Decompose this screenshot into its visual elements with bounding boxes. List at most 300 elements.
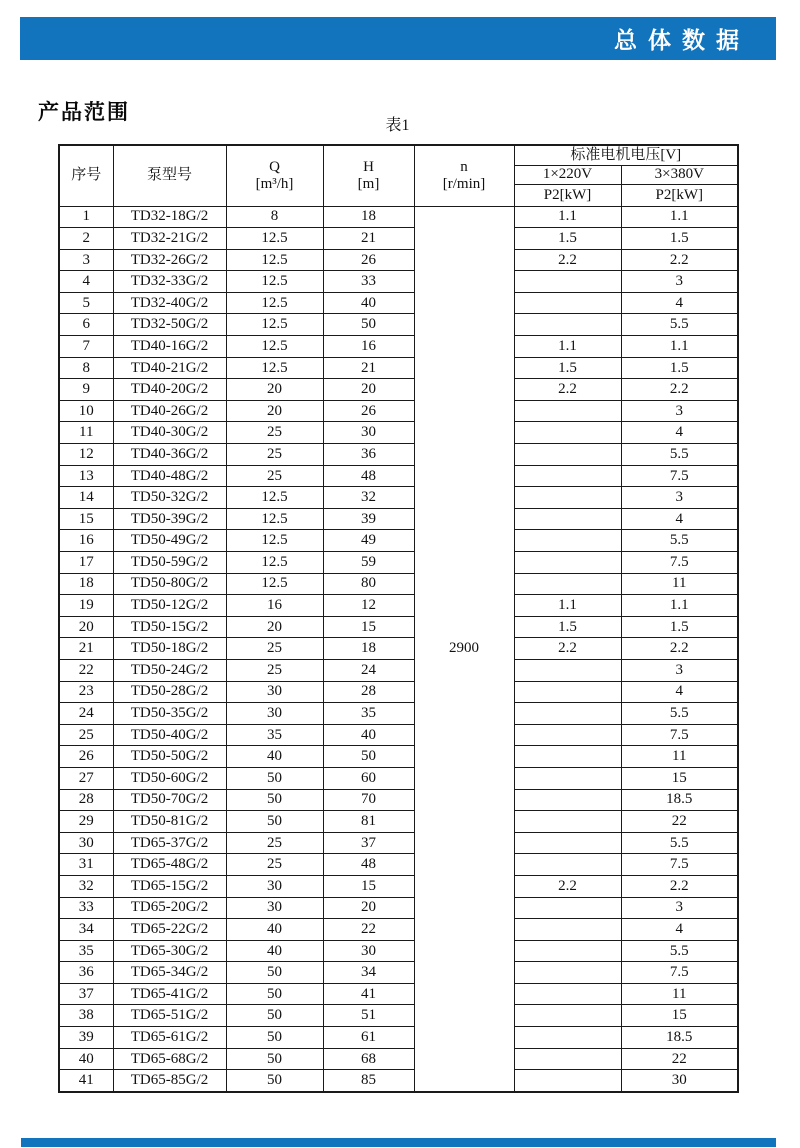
- cell-model: TD50-50G/2: [113, 746, 226, 768]
- cell-h: 15: [323, 616, 414, 638]
- cell-p2-380: 5.5: [621, 832, 738, 854]
- cell-q: 12.5: [226, 249, 323, 271]
- table-row: [59, 465, 738, 487]
- table-row: [59, 746, 738, 768]
- cell-no: 4: [59, 271, 113, 293]
- cell-h: 68: [323, 1048, 414, 1070]
- cell-p2-380: 3: [621, 400, 738, 422]
- header-cell-380v: 3×380V: [621, 165, 738, 184]
- table-row: [59, 832, 738, 854]
- cell-h: 26: [323, 249, 414, 271]
- cell-no: 9: [59, 379, 113, 401]
- cell-h: 40: [323, 292, 414, 314]
- cell-no: 33: [59, 897, 113, 919]
- cell-p2-220: [514, 271, 621, 293]
- cell-p2-220: [514, 508, 621, 530]
- cell-p2-220: [514, 703, 621, 725]
- cell-model: TD40-48G/2: [113, 465, 226, 487]
- cell-n-merged: 2900: [414, 206, 514, 1092]
- cell-no: 15: [59, 508, 113, 530]
- header-h-symbol: H: [363, 158, 374, 175]
- cell-model: TD50-49G/2: [113, 530, 226, 552]
- header-cell-no: 序号: [59, 145, 113, 206]
- cell-no: 30: [59, 832, 113, 854]
- cell-q: 50: [226, 962, 323, 984]
- cell-h: 41: [323, 983, 414, 1005]
- cell-h: 26: [323, 400, 414, 422]
- table-row: [59, 487, 738, 509]
- cell-p2-220: [514, 314, 621, 336]
- table-row: [59, 249, 738, 271]
- cell-p2-220: [514, 1048, 621, 1070]
- cell-no: 20: [59, 616, 113, 638]
- cell-p2-220: [514, 724, 621, 746]
- cell-q: 50: [226, 1048, 323, 1070]
- cell-p2-220: [514, 940, 621, 962]
- cell-p2-220: 1.1: [514, 595, 621, 617]
- cell-p2-380: 2.2: [621, 379, 738, 401]
- table-row: [59, 595, 738, 617]
- cell-model: TD50-81G/2: [113, 811, 226, 833]
- cell-model: TD50-80G/2: [113, 573, 226, 595]
- cell-no: 6: [59, 314, 113, 336]
- cell-p2-220: [514, 1070, 621, 1092]
- cell-p2-220: [514, 962, 621, 984]
- cell-no: 11: [59, 422, 113, 444]
- cell-model: TD65-34G/2: [113, 962, 226, 984]
- header-cell-p2-220: P2[kW]: [514, 184, 621, 206]
- cell-q: 25: [226, 638, 323, 660]
- cell-model: TD32-18G/2: [113, 206, 226, 228]
- cell-model: TD65-15G/2: [113, 875, 226, 897]
- cell-h: 37: [323, 832, 414, 854]
- cell-model: TD50-32G/2: [113, 487, 226, 509]
- header-h-unit: [m]: [357, 175, 380, 192]
- cell-p2-380: 11: [621, 573, 738, 595]
- cell-no: 29: [59, 811, 113, 833]
- cell-q: 12.5: [226, 228, 323, 250]
- cell-model: TD32-33G/2: [113, 271, 226, 293]
- table-row: [59, 811, 738, 833]
- cell-h: 85: [323, 1070, 414, 1092]
- cell-no: 37: [59, 983, 113, 1005]
- cell-q: 20: [226, 379, 323, 401]
- cell-p2-220: 1.1: [514, 206, 621, 228]
- cell-p2-220: [514, 832, 621, 854]
- cell-h: 12: [323, 595, 414, 617]
- cell-p2-380: 15: [621, 767, 738, 789]
- cell-model: TD50-59G/2: [113, 552, 226, 574]
- cell-h: 59: [323, 552, 414, 574]
- table-row: [59, 897, 738, 919]
- cell-q: 25: [226, 422, 323, 444]
- cell-p2-380: 7.5: [621, 854, 738, 876]
- table-row: [59, 875, 738, 897]
- table-row: [59, 508, 738, 530]
- cell-no: 31: [59, 854, 113, 876]
- cell-p2-380: 15: [621, 1005, 738, 1027]
- cell-h: 32: [323, 487, 414, 509]
- cell-h: 30: [323, 422, 414, 444]
- cell-q: 25: [226, 659, 323, 681]
- cell-q: 30: [226, 703, 323, 725]
- cell-p2-380: 4: [621, 508, 738, 530]
- cell-p2-220: [514, 789, 621, 811]
- table-row: [59, 1005, 738, 1027]
- table-row: [59, 228, 738, 250]
- cell-no: 24: [59, 703, 113, 725]
- table-row: [59, 292, 738, 314]
- cell-q: 12.5: [226, 292, 323, 314]
- cell-model: TD65-51G/2: [113, 1005, 226, 1027]
- cell-model: TD40-26G/2: [113, 400, 226, 422]
- cell-q: 12.5: [226, 336, 323, 358]
- cell-h: 20: [323, 897, 414, 919]
- cell-h: 21: [323, 228, 414, 250]
- cell-model: TD40-30G/2: [113, 422, 226, 444]
- cell-no: 23: [59, 681, 113, 703]
- cell-p2-380: 1.1: [621, 336, 738, 358]
- table-row: [59, 983, 738, 1005]
- cell-h: 49: [323, 530, 414, 552]
- cell-q: 25: [226, 832, 323, 854]
- cell-model: TD40-36G/2: [113, 444, 226, 466]
- cell-p2-380: 7.5: [621, 465, 738, 487]
- cell-model: TD65-61G/2: [113, 1027, 226, 1049]
- cell-no: 27: [59, 767, 113, 789]
- cell-model: TD50-18G/2: [113, 638, 226, 660]
- cell-model: TD50-15G/2: [113, 616, 226, 638]
- table-row: [59, 638, 738, 660]
- cell-p2-220: [514, 897, 621, 919]
- cell-p2-220: 2.2: [514, 875, 621, 897]
- table-row: [59, 919, 738, 941]
- cell-p2-380: 7.5: [621, 962, 738, 984]
- cell-model: TD32-21G/2: [113, 228, 226, 250]
- cell-h: 70: [323, 789, 414, 811]
- cell-p2-380: 5.5: [621, 314, 738, 336]
- cell-q: 20: [226, 616, 323, 638]
- header-cell-voltage-group: 标准电机电压[V]: [514, 145, 738, 165]
- cell-model: TD40-20G/2: [113, 379, 226, 401]
- cell-q: 50: [226, 983, 323, 1005]
- table-row: [59, 1070, 738, 1092]
- cell-model: TD50-24G/2: [113, 659, 226, 681]
- product-range-table: [58, 144, 739, 1093]
- cell-model: TD32-40G/2: [113, 292, 226, 314]
- cell-p2-220: [514, 487, 621, 509]
- cell-p2-220: [514, 552, 621, 574]
- cell-h: 40: [323, 724, 414, 746]
- cell-h: 22: [323, 919, 414, 941]
- table-row: [59, 854, 738, 876]
- cell-q: 50: [226, 789, 323, 811]
- cell-q: 50: [226, 1005, 323, 1027]
- cell-no: 35: [59, 940, 113, 962]
- cell-p2-380: 22: [621, 811, 738, 833]
- cell-no: 28: [59, 789, 113, 811]
- cell-model: TD65-22G/2: [113, 919, 226, 941]
- cell-h: 15: [323, 875, 414, 897]
- cell-p2-380: 5.5: [621, 703, 738, 725]
- cell-p2-220: [514, 767, 621, 789]
- cell-no: 5: [59, 292, 113, 314]
- cell-no: 17: [59, 552, 113, 574]
- cell-h: 60: [323, 767, 414, 789]
- cell-model: TD40-16G/2: [113, 336, 226, 358]
- cell-model: TD50-70G/2: [113, 789, 226, 811]
- cell-no: 19: [59, 595, 113, 617]
- cell-h: 18: [323, 638, 414, 660]
- cell-p2-380: 4: [621, 681, 738, 703]
- cell-no: 34: [59, 919, 113, 941]
- cell-h: 48: [323, 465, 414, 487]
- cell-p2-220: [514, 573, 621, 595]
- cell-p2-380: 11: [621, 983, 738, 1005]
- cell-p2-380: 5.5: [621, 444, 738, 466]
- cell-p2-380: 3: [621, 897, 738, 919]
- cell-h: 61: [323, 1027, 414, 1049]
- cell-no: 16: [59, 530, 113, 552]
- cell-p2-380: 1.1: [621, 595, 738, 617]
- cell-p2-380: 4: [621, 292, 738, 314]
- cell-no: 32: [59, 875, 113, 897]
- cell-no: 13: [59, 465, 113, 487]
- table-row: [59, 767, 738, 789]
- cell-p2-380: 3: [621, 487, 738, 509]
- table-row: [59, 940, 738, 962]
- cell-p2-380: 3: [621, 271, 738, 293]
- cell-p2-220: 1.5: [514, 228, 621, 250]
- cell-h: 50: [323, 746, 414, 768]
- cell-p2-380: 7.5: [621, 724, 738, 746]
- cell-p2-220: [514, 465, 621, 487]
- footer-bar: [21, 1138, 776, 1147]
- cell-h: 28: [323, 681, 414, 703]
- table-row: [59, 530, 738, 552]
- cell-p2-380: 4: [621, 422, 738, 444]
- cell-p2-380: 11: [621, 746, 738, 768]
- table-row: [59, 962, 738, 984]
- cell-p2-220: [514, 919, 621, 941]
- cell-p2-220: 1.5: [514, 357, 621, 379]
- cell-p2-220: [514, 659, 621, 681]
- header-q-unit: [m³/h]: [255, 175, 294, 192]
- cell-model: TD50-39G/2: [113, 508, 226, 530]
- cell-h: 51: [323, 1005, 414, 1027]
- cell-q: 25: [226, 465, 323, 487]
- cell-p2-220: 2.2: [514, 638, 621, 660]
- cell-no: 12: [59, 444, 113, 466]
- cell-model: TD50-40G/2: [113, 724, 226, 746]
- cell-model: TD32-26G/2: [113, 249, 226, 271]
- cell-p2-220: [514, 1005, 621, 1027]
- cell-p2-380: 1.1: [621, 206, 738, 228]
- cell-no: 39: [59, 1027, 113, 1049]
- header-cell-n: [414, 145, 514, 206]
- header-row-1: [59, 145, 738, 165]
- cell-h: 21: [323, 357, 414, 379]
- section-title: 产品范围: [38, 101, 130, 124]
- header-cell-h: [323, 145, 414, 206]
- cell-p2-220: [514, 983, 621, 1005]
- cell-h: 36: [323, 444, 414, 466]
- cell-q: 25: [226, 854, 323, 876]
- table-row: [59, 336, 738, 358]
- cell-p2-220: [514, 681, 621, 703]
- table-row: [59, 681, 738, 703]
- cell-p2-220: [514, 811, 621, 833]
- cell-q: 8: [226, 206, 323, 228]
- cell-h: 20: [323, 379, 414, 401]
- cell-q: 12.5: [226, 487, 323, 509]
- cell-model: TD65-85G/2: [113, 1070, 226, 1092]
- header-cell-220v: 1×220V: [514, 165, 621, 184]
- cell-no: 1: [59, 206, 113, 228]
- header-banner: [20, 17, 776, 60]
- cell-q: 40: [226, 746, 323, 768]
- cell-no: 8: [59, 357, 113, 379]
- cell-no: 26: [59, 746, 113, 768]
- cell-model: TD50-28G/2: [113, 681, 226, 703]
- cell-p2-220: 1.1: [514, 336, 621, 358]
- cell-p2-380: 18.5: [621, 1027, 738, 1049]
- cell-q: 30: [226, 681, 323, 703]
- cell-model: TD50-60G/2: [113, 767, 226, 789]
- cell-p2-380: 2.2: [621, 875, 738, 897]
- cell-p2-380: 5.5: [621, 940, 738, 962]
- cell-no: 25: [59, 724, 113, 746]
- cell-q: 50: [226, 811, 323, 833]
- cell-h: 18: [323, 206, 414, 228]
- table-row: [59, 379, 738, 401]
- header-n-symbol: n: [460, 158, 468, 175]
- table-row: [59, 1027, 738, 1049]
- cell-h: 16: [323, 336, 414, 358]
- cell-q: 50: [226, 1070, 323, 1092]
- header-cell-q: [226, 145, 323, 206]
- cell-p2-380: 18.5: [621, 789, 738, 811]
- cell-no: 7: [59, 336, 113, 358]
- cell-q: 25: [226, 444, 323, 466]
- table-row: [59, 724, 738, 746]
- cell-q: 50: [226, 767, 323, 789]
- table-row: [59, 400, 738, 422]
- cell-no: 36: [59, 962, 113, 984]
- cell-p2-220: [514, 422, 621, 444]
- cell-q: 30: [226, 897, 323, 919]
- cell-q: 12.5: [226, 573, 323, 595]
- table-row: [59, 314, 738, 336]
- cell-no: 38: [59, 1005, 113, 1027]
- cell-q: 30: [226, 875, 323, 897]
- cell-no: 3: [59, 249, 113, 271]
- cell-q: 12.5: [226, 530, 323, 552]
- cell-model: TD65-68G/2: [113, 1048, 226, 1070]
- cell-p2-220: [514, 746, 621, 768]
- cell-h: 39: [323, 508, 414, 530]
- cell-q: 12.5: [226, 508, 323, 530]
- cell-h: 33: [323, 271, 414, 293]
- cell-q: 50: [226, 1027, 323, 1049]
- header-q-symbol: Q: [269, 158, 280, 175]
- cell-h: 50: [323, 314, 414, 336]
- cell-model: TD32-50G/2: [113, 314, 226, 336]
- cell-p2-380: 2.2: [621, 638, 738, 660]
- cell-q: 35: [226, 724, 323, 746]
- cell-p2-380: 1.5: [621, 616, 738, 638]
- table-row: [59, 1048, 738, 1070]
- table-body: [59, 206, 738, 1092]
- cell-p2-380: 1.5: [621, 228, 738, 250]
- cell-h: 30: [323, 940, 414, 962]
- table-row: [59, 357, 738, 379]
- header-cell-model: 泵型号: [113, 145, 226, 206]
- cell-h: 34: [323, 962, 414, 984]
- table-row: [59, 659, 738, 681]
- cell-p2-380: 7.5: [621, 552, 738, 574]
- cell-q: 40: [226, 940, 323, 962]
- table-caption: 表1: [385, 117, 410, 134]
- header-banner-title: 总体数据: [614, 27, 750, 53]
- cell-no: 21: [59, 638, 113, 660]
- table-row: [59, 789, 738, 811]
- cell-no: 41: [59, 1070, 113, 1092]
- cell-p2-380: 5.5: [621, 530, 738, 552]
- table-row: [59, 616, 738, 638]
- header-n-unit: [r/min]: [442, 175, 486, 192]
- cell-p2-380: 4: [621, 919, 738, 941]
- cell-p2-380: 2.2: [621, 249, 738, 271]
- cell-p2-380: 3: [621, 659, 738, 681]
- cell-no: 14: [59, 487, 113, 509]
- cell-model: TD65-30G/2: [113, 940, 226, 962]
- table-row: [59, 206, 738, 228]
- cell-no: 10: [59, 400, 113, 422]
- cell-p2-220: [514, 530, 621, 552]
- cell-q: 20: [226, 400, 323, 422]
- cell-h: 24: [323, 659, 414, 681]
- table-header: [59, 145, 738, 206]
- cell-p2-380: 22: [621, 1048, 738, 1070]
- table-row: [59, 552, 738, 574]
- table-row: [59, 422, 738, 444]
- cell-p2-220: 2.2: [514, 379, 621, 401]
- cell-h: 80: [323, 573, 414, 595]
- cell-p2-380: 1.5: [621, 357, 738, 379]
- cell-no: 18: [59, 573, 113, 595]
- table-row: [59, 444, 738, 466]
- cell-p2-220: [514, 400, 621, 422]
- cell-q: 12.5: [226, 271, 323, 293]
- cell-no: 40: [59, 1048, 113, 1070]
- cell-model: TD50-12G/2: [113, 595, 226, 617]
- cell-p2-220: [514, 1027, 621, 1049]
- cell-model: TD65-48G/2: [113, 854, 226, 876]
- cell-q: 12.5: [226, 357, 323, 379]
- header-cell-p2-380: P2[kW]: [621, 184, 738, 206]
- cell-h: 35: [323, 703, 414, 725]
- cell-h: 48: [323, 854, 414, 876]
- cell-model: TD50-35G/2: [113, 703, 226, 725]
- table-row: [59, 703, 738, 725]
- cell-p2-380: 30: [621, 1070, 738, 1092]
- table-row: [59, 271, 738, 293]
- cell-model: TD65-37G/2: [113, 832, 226, 854]
- cell-p2-220: [514, 854, 621, 876]
- table-row: [59, 573, 738, 595]
- cell-p2-220: 1.5: [514, 616, 621, 638]
